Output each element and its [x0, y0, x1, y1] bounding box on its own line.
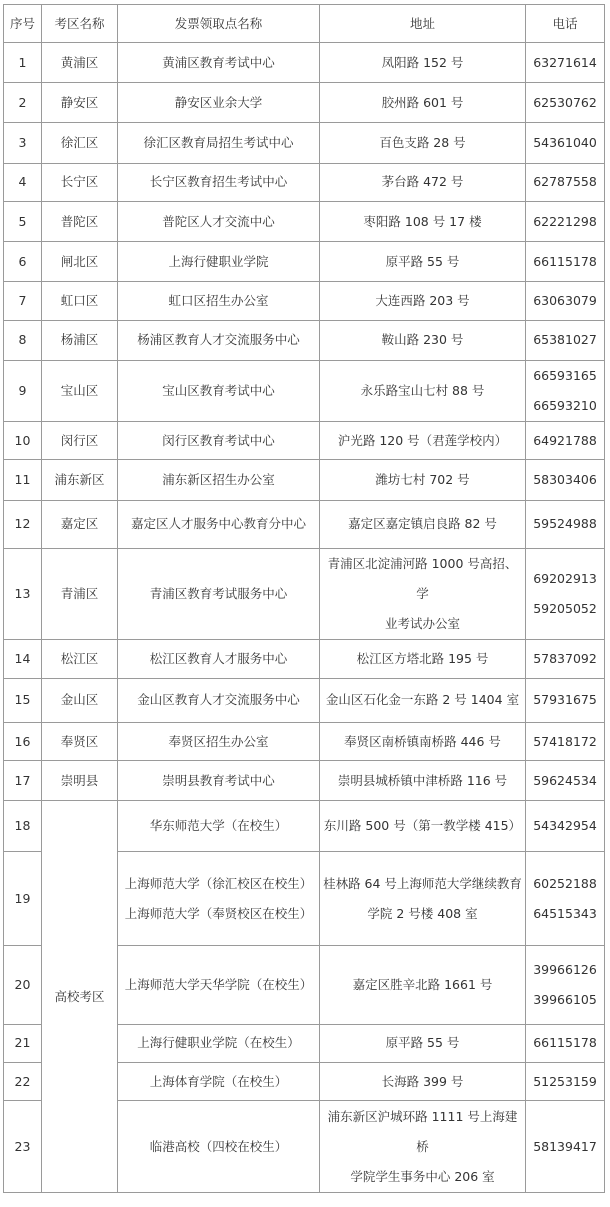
- address-line: 原平路 55 号: [385, 1035, 460, 1051]
- phone-line: 39966105: [533, 992, 597, 1008]
- point-line: 上海行健职业学院: [168, 253, 269, 269]
- cell-phone: [526, 678, 605, 722]
- cell-point: [118, 123, 320, 163]
- phone-line: 66593165: [533, 368, 597, 384]
- phone-line: 65381027: [533, 332, 597, 348]
- cell-district: 徐汇区: [42, 123, 118, 163]
- point-line: 徐汇区教育局招生考试中心: [143, 135, 294, 151]
- cell-district: 青浦区: [42, 548, 118, 640]
- address-line: 崇明县城桥镇中津桥路 116 号: [337, 772, 508, 788]
- cell-address: [320, 422, 526, 460]
- address-line: 东川路 500 号（第一教学楼 415）: [323, 818, 522, 834]
- cell-no: 2: [4, 83, 42, 123]
- address-line: 嘉定区嘉定镇启良路 82 号: [348, 516, 497, 532]
- cell-district: 普陀区: [42, 201, 118, 241]
- cell-address: [320, 801, 526, 851]
- cell-address: [320, 678, 526, 722]
- cell-district: 崇明县: [42, 761, 118, 801]
- address-line: 业考试办公室: [384, 616, 460, 632]
- point-line: 杨浦区教育人才交流服务中心: [137, 332, 300, 348]
- table-row: [4, 801, 605, 851]
- cell-no: 1: [4, 43, 42, 83]
- cell-no: 16: [4, 722, 42, 760]
- cell-address: [320, 1101, 526, 1193]
- point-line: 华东师范大学（在校生）: [149, 818, 288, 834]
- cell-phone: [526, 1062, 605, 1100]
- cell-phone: [526, 640, 605, 678]
- address-line: 原平路 55 号: [385, 253, 460, 269]
- table-row: [4, 500, 605, 548]
- address-line: 学院学生事务中心 206 室: [350, 1168, 495, 1184]
- cell-no: 21: [4, 1024, 42, 1062]
- cell-address: [320, 201, 526, 241]
- point-line: 上海体育学院（在校生）: [149, 1073, 288, 1089]
- cell-no: 13: [4, 548, 42, 640]
- phone-line: 39966126: [533, 962, 597, 978]
- cell-point: [118, 801, 320, 851]
- phone-line: 54342954: [533, 818, 597, 834]
- point-line: 上海师范大学天华学院（在校生）: [124, 977, 313, 993]
- phone-line: 59205052: [533, 601, 597, 617]
- cell-phone: [526, 500, 605, 548]
- cell-phone: [526, 1024, 605, 1062]
- cell-point: [118, 678, 320, 722]
- phone-line: 62221298: [533, 213, 597, 229]
- point-line: 崇明县教育考试中心: [162, 772, 275, 788]
- cell-no: 15: [4, 678, 42, 722]
- point-line: 临港高校（四校在校生）: [149, 1138, 288, 1154]
- point-line: 青浦区教育考试服务中心: [149, 586, 288, 602]
- cell-point: [118, 1024, 320, 1062]
- cell-phone: [526, 282, 605, 320]
- cell-address: [320, 163, 526, 201]
- address-line: 大连西路 203 号: [375, 293, 470, 308]
- cell-district: 闵行区: [42, 422, 118, 460]
- address-line: 松江区方塔北路 195 号: [356, 651, 489, 667]
- phone-line: 51253159: [533, 1073, 597, 1089]
- phone-line: 63063079: [533, 293, 597, 308]
- cell-no: 9: [4, 360, 42, 421]
- cell-district: 奉贤区: [42, 722, 118, 760]
- cell-point: [118, 360, 320, 421]
- address-line: 枣阳路 108 号 17 楼: [363, 213, 482, 229]
- phone-line: 63271614: [533, 54, 597, 70]
- address-line: 金山区石化金一东路 2 号 1404 室: [325, 692, 520, 708]
- cell-no: 8: [4, 320, 42, 360]
- invoice-pickup-table-container: [3, 4, 604, 1193]
- cell-address: [320, 946, 526, 1024]
- phone-line: 62530762: [533, 94, 597, 110]
- phone-line: 66115178: [533, 253, 597, 269]
- cell-address: [320, 851, 526, 946]
- cell-point: [118, 500, 320, 548]
- cell-address: [320, 83, 526, 123]
- cell-no: 4: [4, 163, 42, 201]
- cell-phone: [526, 422, 605, 460]
- cell-point: [118, 1062, 320, 1100]
- cell-district: 宝山区: [42, 360, 118, 421]
- point-line: 黄浦区教育考试中心: [162, 54, 275, 70]
- cell-no: 10: [4, 422, 42, 460]
- cell-point: [118, 1101, 320, 1193]
- point-line: 金山区教育人才交流服务中心: [137, 692, 300, 708]
- table-row: [4, 640, 605, 678]
- address-line: 奉贤区南桥镇南桥路 446 号: [344, 733, 501, 749]
- cell-no: 18: [4, 801, 42, 851]
- table-body: [4, 43, 605, 1193]
- cell-address: [320, 640, 526, 678]
- cell-address: [320, 282, 526, 320]
- cell-point: [118, 548, 320, 640]
- table-row: [4, 320, 605, 360]
- cell-address: [320, 360, 526, 421]
- phone-line: 54361040: [533, 135, 597, 151]
- cell-district: 静安区: [42, 83, 118, 123]
- table-row: [4, 163, 605, 201]
- cell-point: [118, 43, 320, 83]
- cell-point: [118, 422, 320, 460]
- address-line: 青浦区北淀浦河路 1000 号高招、学: [327, 556, 518, 602]
- cell-point: [118, 761, 320, 801]
- address-line: 沪光路 120 号（君莲学校内）: [337, 432, 508, 448]
- cell-no: 17: [4, 761, 42, 801]
- cell-point: [118, 851, 320, 946]
- cell-address: [320, 761, 526, 801]
- cell-phone: [526, 320, 605, 360]
- cell-phone: [526, 851, 605, 946]
- cell-point: [118, 946, 320, 1024]
- point-line: 嘉定区人才服务中心教育分中心: [130, 516, 306, 532]
- table-row: [4, 422, 605, 460]
- address-line: 潍坊七村 702 号: [375, 472, 470, 488]
- cell-point: [118, 722, 320, 760]
- cell-address: [320, 320, 526, 360]
- cell-address: [320, 1062, 526, 1100]
- cell-district: 长宁区: [42, 163, 118, 201]
- cell-district: 杨浦区: [42, 320, 118, 360]
- cell-no: 5: [4, 201, 42, 241]
- address-line: 百色支路 28 号: [379, 135, 466, 151]
- cell-address: [320, 242, 526, 282]
- cell-phone: [526, 163, 605, 201]
- point-line: 上海行健职业学院（在校生）: [137, 1035, 300, 1051]
- cell-no: 23: [4, 1101, 42, 1193]
- cell-district: 虹口区: [42, 282, 118, 320]
- cell-phone: [526, 43, 605, 83]
- cell-district: 浦东新区: [42, 460, 118, 500]
- cell-phone: [526, 548, 605, 640]
- cell-address: [320, 548, 526, 640]
- cell-phone: [526, 242, 605, 282]
- cell-no: 20: [4, 946, 42, 1024]
- table-row: [4, 761, 605, 801]
- cell-district: 黄浦区: [42, 43, 118, 83]
- address-line: 浦东新区沪城环路 1111 号上海建桥: [327, 1108, 518, 1154]
- phone-line: 69202913: [533, 571, 597, 587]
- cell-point: [118, 163, 320, 201]
- cell-point: [118, 242, 320, 282]
- cell-phone: [526, 83, 605, 123]
- header-district: 考区名称: [42, 5, 118, 43]
- cell-phone: [526, 1101, 605, 1193]
- cell-no: 14: [4, 640, 42, 678]
- address-line: 鞍山路 230 号: [381, 332, 464, 348]
- phone-line: 57931675: [533, 692, 597, 708]
- cell-phone: [526, 201, 605, 241]
- address-line: 学院 2 号楼 408 室: [367, 905, 478, 921]
- cell-district: 金山区: [42, 678, 118, 722]
- cell-no: 3: [4, 123, 42, 163]
- phone-line: 62787558: [533, 174, 597, 190]
- table-row: [4, 678, 605, 722]
- cell-no: 19: [4, 851, 42, 946]
- point-line: 奉贤区招生办公室: [168, 733, 269, 749]
- cell-no: 7: [4, 282, 42, 320]
- phone-line: 57418172: [533, 733, 597, 749]
- point-line: 静安区业余大学: [174, 94, 263, 110]
- phone-line: 58303406: [533, 472, 597, 488]
- cell-phone: [526, 946, 605, 1024]
- cell-point: [118, 460, 320, 500]
- cell-phone: [526, 722, 605, 760]
- cell-no: 12: [4, 500, 42, 548]
- cell-district: 嘉定区: [42, 500, 118, 548]
- phone-line: 66593210: [533, 398, 597, 414]
- cell-no: 11: [4, 460, 42, 500]
- phone-line: 59624534: [533, 772, 597, 788]
- cell-phone: [526, 123, 605, 163]
- cell-phone: [526, 460, 605, 500]
- phone-line: 64515343: [533, 905, 597, 921]
- cell-no: 22: [4, 1062, 42, 1100]
- cell-address: [320, 1024, 526, 1062]
- phone-line: 57837092: [533, 651, 597, 667]
- cell-district: 松江区: [42, 640, 118, 678]
- table-row: [4, 282, 605, 320]
- cell-phone: [526, 801, 605, 851]
- point-line: 上海师范大学（徐汇校区在校生）: [124, 875, 313, 891]
- table-row: [4, 83, 605, 123]
- cell-no: 6: [4, 242, 42, 282]
- point-line: 宝山区教育考试中心: [162, 383, 275, 399]
- address-line: 胶州路 601 号: [381, 94, 464, 110]
- phone-line: 60252188: [533, 875, 597, 891]
- cell-address: [320, 43, 526, 83]
- cell-district: 高校考区: [42, 801, 118, 1193]
- header-phone: 电话: [526, 5, 605, 43]
- address-line: 长海路 399 号: [381, 1073, 464, 1089]
- address-line: 凤阳路 152 号: [381, 54, 464, 70]
- cell-address: [320, 460, 526, 500]
- table-row: [4, 201, 605, 241]
- table-row: [4, 722, 605, 760]
- header-row: [4, 5, 605, 43]
- cell-point: [118, 320, 320, 360]
- table-row: [4, 123, 605, 163]
- cell-point: [118, 83, 320, 123]
- table-row: [4, 460, 605, 500]
- cell-address: [320, 722, 526, 760]
- cell-point: [118, 201, 320, 241]
- phone-line: 66115178: [533, 1035, 597, 1051]
- point-line: 普陀区人才交流中心: [162, 213, 275, 229]
- point-line: 长宁区教育招生考试中心: [149, 174, 288, 190]
- header-point: 发票领取点名称: [118, 5, 320, 43]
- point-line: 虹口区招生办公室: [168, 293, 269, 308]
- header-address: 地址: [320, 5, 526, 43]
- point-line: 闵行区教育考试中心: [162, 432, 275, 448]
- cell-point: [118, 640, 320, 678]
- table-row: [4, 548, 605, 640]
- phone-line: 58139417: [533, 1138, 597, 1154]
- address-line: 嘉定区胜辛北路 1661 号: [352, 977, 493, 993]
- table-row: [4, 43, 605, 83]
- address-line: 永乐路宝山七村 88 号: [360, 383, 485, 399]
- address-line: 桂林路 64 号上海师范大学继续教育: [323, 875, 522, 891]
- cell-district: 闸北区: [42, 242, 118, 282]
- invoice-pickup-table: [3, 4, 605, 1193]
- header-no: 序号: [4, 5, 42, 43]
- point-line: 浦东新区招生办公室: [162, 472, 275, 488]
- point-line: 上海师范大学（奉贤校区在校生）: [124, 905, 313, 921]
- cell-address: [320, 500, 526, 548]
- address-line: 茅台路 472 号: [381, 174, 464, 190]
- table-row: [4, 242, 605, 282]
- cell-phone: [526, 360, 605, 421]
- point-line: 松江区教育人才服务中心: [149, 651, 288, 667]
- table-row: [4, 360, 605, 421]
- phone-line: 59524988: [533, 516, 597, 532]
- phone-line: 64921788: [533, 432, 597, 448]
- cell-point: [118, 282, 320, 320]
- cell-phone: [526, 761, 605, 801]
- cell-address: [320, 123, 526, 163]
